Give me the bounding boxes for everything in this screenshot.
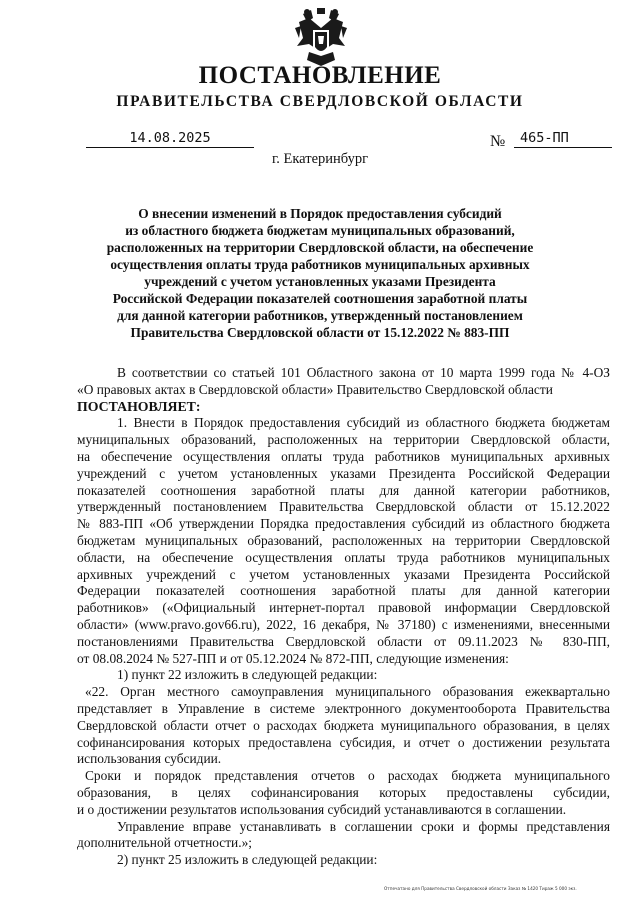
number-sign: № <box>490 133 506 150</box>
heading-line: О внесении изменений в Порядок предоставления субсидий <box>138 206 502 221</box>
document-heading <box>70 205 570 341</box>
item1-line: на обеспечение осуществления оплаты труда работников муниципальных архивных <box>77 448 610 464</box>
document-number: 465-ПП <box>514 130 612 148</box>
heading-line: Российской Федерации показателей соотношения заработной платы <box>112 291 528 306</box>
subitem-2: 2) пункт 25 изложить в следующей редакции: <box>117 852 378 868</box>
heading-line: для данной категории работников, утвержденный постановлением <box>117 308 523 323</box>
heading-line: осуществления оплаты труда работников муниципальных архивных <box>110 257 530 272</box>
item1-line: муниципальных образований, расположенных на территории Свердловской области, <box>77 432 610 448</box>
heading-line: учреждений с учетом установленных указами Президента <box>144 274 496 289</box>
heading-line: Правительства Свердловской области от 15.12.2022 № 883-ПП <box>130 325 510 340</box>
point22c-line: Управление вправе устанавливать в соглашении сроки и формы представления <box>117 818 610 834</box>
document-date: 14.08.2025 <box>86 130 254 148</box>
point22-line: использования субсидии. <box>77 751 222 767</box>
item1-line: работников» («Официальный интернет-портал правовой информации Свердловской <box>77 600 610 616</box>
item1-line: 1. Внести в Порядок предоставления субсидий из областного бюджета бюджетам <box>117 415 610 431</box>
item1-line: области, на обеспечение осуществления оплаты труда работников муниципальных <box>77 549 610 565</box>
point22b-line: образования, в целях софинансирования которых предоставлены субсидии, <box>77 784 610 800</box>
item1-line: постановлениями Правительства Свердловской области от 09.11.2023 № 830-ПП, <box>77 633 610 649</box>
item1-line: показателей соотношения заработной платы для данной категории работников, <box>77 482 610 498</box>
document-title: ПОСТАНОВЛЕНИЕ <box>198 62 442 89</box>
item1-line: учреждений с учетом установленных указами Президента Российской Федерации <box>77 465 610 481</box>
heading-line: из областного бюджета бюджетам муниципальных образований, <box>125 223 515 238</box>
item1-line: области» (www.pravo.gov66.ru), 2022, 16 декабря, № 37180) с изменениями, внесенными <box>77 616 610 632</box>
point22-line: Свердловской области отчет о расходах бюджета муниципального образования, в целях <box>77 717 610 733</box>
preamble-line: «О правовых актах в Свердловской области» Правительство Свердловской области <box>77 381 553 397</box>
city-name: г. Екатеринбург <box>271 151 369 167</box>
item1-line: от 08.08.2024 № 527-ПП и от 05.12.2024 № 872-ПП, следующие изменения: <box>77 650 509 666</box>
item1-line: бюджетам муниципальных образований, расположенных на территории Свердловской <box>77 532 610 548</box>
item1-line: Федерации показателей соотношения заработной платы для данной категории <box>77 583 610 599</box>
document-subtitle: ПРАВИТЕЛЬСТВА СВЕРДЛОВСКОЙ ОБЛАСТИ <box>116 93 524 110</box>
point22-line: представляет в Управление в системе электронного документооборота Правительства <box>77 700 610 716</box>
point22b-line: Сроки и порядок представления отчетов о расходах бюджета муниципального <box>85 768 610 784</box>
item1-line: № 883-ПП «Об утверждении Порядка предоставления субсидий из областного бюджета <box>77 516 610 532</box>
item1-line: архивных учреждений с учетом установленных указами Президента Российской <box>77 566 610 582</box>
subitem-1: 1) пункт 22 изложить в следующей редакции: <box>117 667 378 683</box>
item1-line: утвержденный постановлением Правительства Свердловской области от 15.12.2022 <box>77 499 610 515</box>
print-footer: Отпечатано для Правительства Свердловской области Заказ № 1420 Тираж 5 000 экз. <box>384 886 577 891</box>
heading-line: расположенных на территории Свердловской области, на обеспечение <box>106 240 534 255</box>
resolves-heading: ПОСТАНОВЛЯЕТ: <box>77 398 201 414</box>
point22b-line: и о достижении результатов использования субсидий устанавливаются в соглашении. <box>77 801 567 817</box>
document-body <box>77 365 610 869</box>
preamble-line: В соответствии со статьей 101 Областного закона от 10 марта 1999 года № 4-ОЗ <box>117 365 610 380</box>
point22-line: софинансирования которых предоставлена субсидия, и отчет о достижении результата <box>77 734 610 750</box>
point22c-line: дополнительной отчетности.»; <box>77 835 252 851</box>
coat-of-arms-emblem <box>293 8 349 68</box>
point22-line: «22. Орган местного самоуправления муниципального образования ежеквартально <box>85 684 610 700</box>
